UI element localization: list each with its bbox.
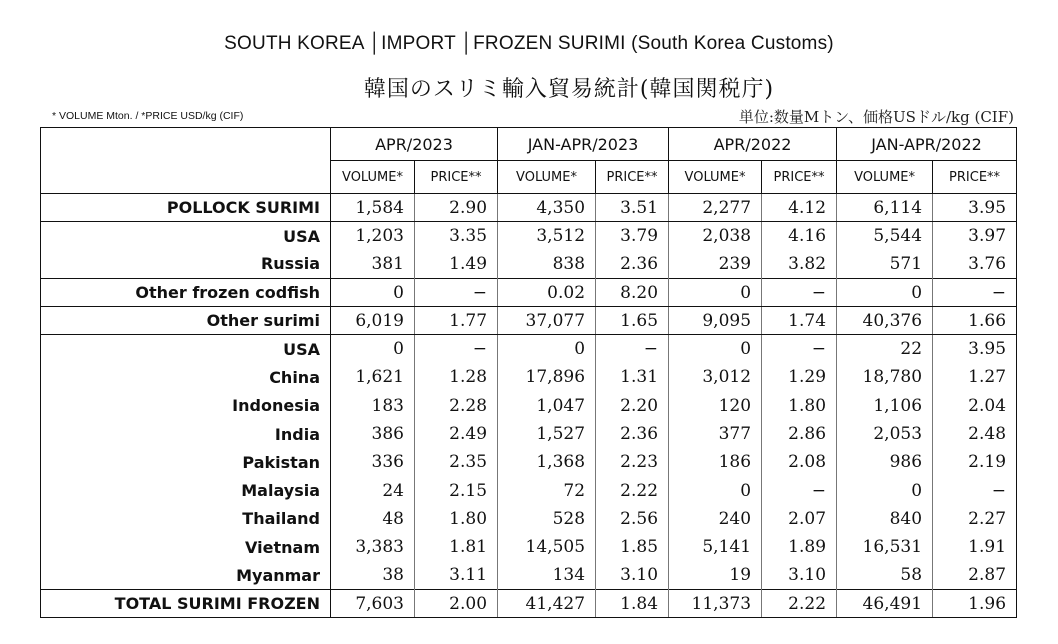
price-cell: 1.29	[762, 363, 837, 391]
volume-cell: 0	[669, 335, 762, 363]
volume-cell: 17,896	[498, 363, 596, 391]
volume-cell: 0	[331, 335, 415, 363]
volume-cell: 120	[669, 392, 762, 420]
page-title: SOUTH KOREA │IMPORT │FROZEN SURIMI (South Korea Customs)	[224, 33, 834, 54]
price-cell: 2.28	[415, 392, 498, 420]
price-cell: 1.49	[415, 250, 498, 278]
price-cell: 2.36	[596, 250, 669, 278]
price-cell: 1.89	[762, 533, 837, 561]
row-label: Pakistan	[41, 448, 331, 476]
table-row	[41, 250, 1017, 278]
price-cell: 1.65	[596, 307, 669, 335]
volume-cell: 22	[837, 335, 933, 363]
volume-cell: 0	[669, 278, 762, 306]
price-cell: 2.00	[415, 590, 498, 618]
row-label: Other frozen codfish	[41, 278, 331, 306]
volume-cell: 381	[331, 250, 415, 278]
volume-cell: 11,373	[669, 590, 762, 618]
price-cell: 2.22	[596, 476, 669, 504]
price-cell: 1.84	[596, 590, 669, 618]
table-row	[41, 448, 1017, 476]
volume-cell: 9,095	[669, 307, 762, 335]
table-row	[41, 420, 1017, 448]
volume-cell: 6,019	[331, 307, 415, 335]
table-row	[41, 222, 1017, 250]
unit-note-left: * VOLUME Mton. / *PRICE USD/kg (CIF)	[52, 110, 244, 122]
price-cell: 2.19	[933, 448, 1017, 476]
table-row	[41, 590, 1017, 618]
period-header: JAN-APR/2022	[837, 128, 1017, 161]
row-label: India	[41, 420, 331, 448]
volume-cell: 24	[331, 476, 415, 504]
volume-cell: 6,114	[837, 194, 933, 222]
volume-subheader: VOLUME*	[837, 161, 933, 194]
price-cell: 2.86	[762, 420, 837, 448]
period-header: APR/2022	[669, 128, 837, 161]
volume-cell: 48	[331, 505, 415, 533]
price-cell: 1.66	[933, 307, 1017, 335]
price-subheader: PRICE**	[933, 161, 1017, 194]
volume-cell: 4,350	[498, 194, 596, 222]
price-cell: 2.87	[933, 561, 1017, 589]
price-cell: 2.20	[596, 392, 669, 420]
volume-subheader: VOLUME*	[669, 161, 762, 194]
price-cell: −	[762, 278, 837, 306]
price-cell: 2.90	[415, 194, 498, 222]
price-cell: 3.11	[415, 561, 498, 589]
volume-cell: 0	[669, 476, 762, 504]
price-cell: 1.31	[596, 363, 669, 391]
volume-cell: 0.02	[498, 278, 596, 306]
volume-subheader: VOLUME*	[331, 161, 415, 194]
price-cell: −	[933, 278, 1017, 306]
volume-cell: 377	[669, 420, 762, 448]
volume-cell: 19	[669, 561, 762, 589]
price-cell: −	[762, 335, 837, 363]
price-cell: −	[762, 476, 837, 504]
price-cell: 2.35	[415, 448, 498, 476]
volume-cell: 3,383	[331, 533, 415, 561]
price-cell: −	[596, 335, 669, 363]
volume-subheader: VOLUME*	[498, 161, 596, 194]
price-subheader: PRICE**	[415, 161, 498, 194]
volume-cell: 2,277	[669, 194, 762, 222]
price-cell: 3.35	[415, 222, 498, 250]
table-row	[41, 476, 1017, 504]
volume-cell: 2,038	[669, 222, 762, 250]
volume-cell: 58	[837, 561, 933, 589]
price-cell: 2.07	[762, 505, 837, 533]
price-cell: 2.15	[415, 476, 498, 504]
volume-cell: 571	[837, 250, 933, 278]
price-cell: 1.96	[933, 590, 1017, 618]
row-label: Thailand	[41, 505, 331, 533]
price-cell: 2.56	[596, 505, 669, 533]
volume-cell: 3,012	[669, 363, 762, 391]
volume-cell: 528	[498, 505, 596, 533]
price-cell: 2.27	[933, 505, 1017, 533]
row-label: Vietnam	[41, 533, 331, 561]
price-cell: 1.80	[762, 392, 837, 420]
price-cell: 3.97	[933, 222, 1017, 250]
volume-cell: 386	[331, 420, 415, 448]
volume-cell: 2,053	[837, 420, 933, 448]
price-cell: 1.81	[415, 533, 498, 561]
price-cell: 2.48	[933, 420, 1017, 448]
volume-cell: 38	[331, 561, 415, 589]
row-label: Myanmar	[41, 561, 331, 589]
volume-cell: 1,621	[331, 363, 415, 391]
table-row	[41, 307, 1017, 335]
table-row	[41, 335, 1017, 363]
volume-cell: 37,077	[498, 307, 596, 335]
row-label: Malaysia	[41, 476, 331, 504]
japanese-title: 韓国のスリミ輸入貿易統計(韓国関税庁)	[363, 77, 775, 102]
row-label: USA	[41, 335, 331, 363]
price-cell: −	[933, 476, 1017, 504]
volume-cell: 3,512	[498, 222, 596, 250]
price-cell: 1.74	[762, 307, 837, 335]
row-label: USA	[41, 222, 331, 250]
price-cell: 3.76	[933, 250, 1017, 278]
table-row	[41, 278, 1017, 306]
volume-cell: 0	[837, 278, 933, 306]
price-cell: 1.27	[933, 363, 1017, 391]
price-cell: 2.04	[933, 392, 1017, 420]
table-row	[41, 505, 1017, 533]
volume-cell: 5,544	[837, 222, 933, 250]
period-header: APR/2023	[331, 128, 498, 161]
table-row	[41, 561, 1017, 589]
volume-cell: 1,584	[331, 194, 415, 222]
header-blank-cell	[41, 128, 331, 194]
unit-note-right: 単位:数量Mトン、価格USドル/kg (CIF)	[738, 108, 1014, 126]
volume-cell: 7,603	[331, 590, 415, 618]
price-cell: 1.77	[415, 307, 498, 335]
volume-cell: 134	[498, 561, 596, 589]
price-cell: 3.95	[933, 335, 1017, 363]
table-row	[41, 533, 1017, 561]
row-label: Indonesia	[41, 392, 331, 420]
row-label: Other surimi	[41, 307, 331, 335]
volume-cell: 41,427	[498, 590, 596, 618]
price-cell: 4.16	[762, 222, 837, 250]
volume-cell: 1,203	[331, 222, 415, 250]
price-cell: −	[415, 335, 498, 363]
volume-cell: 40,376	[837, 307, 933, 335]
price-cell: 3.10	[762, 561, 837, 589]
row-label: China	[41, 363, 331, 391]
price-subheader: PRICE**	[762, 161, 837, 194]
volume-cell: 1,527	[498, 420, 596, 448]
price-cell: 1.85	[596, 533, 669, 561]
volume-cell: 239	[669, 250, 762, 278]
volume-cell: 16,531	[837, 533, 933, 561]
price-cell: 3.82	[762, 250, 837, 278]
volume-cell: 183	[331, 392, 415, 420]
volume-cell: 0	[498, 335, 596, 363]
surimi-import-table	[40, 127, 1017, 618]
price-cell: 2.08	[762, 448, 837, 476]
price-cell: 1.28	[415, 363, 498, 391]
table-row	[41, 194, 1017, 222]
volume-cell: 838	[498, 250, 596, 278]
price-cell: 8.20	[596, 278, 669, 306]
price-cell: 2.22	[762, 590, 837, 618]
volume-cell: 840	[837, 505, 933, 533]
volume-cell: 1,106	[837, 392, 933, 420]
volume-cell: 5,141	[669, 533, 762, 561]
price-cell: 2.23	[596, 448, 669, 476]
table-row	[41, 363, 1017, 391]
price-cell: 1.80	[415, 505, 498, 533]
volume-cell: 46,491	[837, 590, 933, 618]
price-cell: 2.49	[415, 420, 498, 448]
price-cell: 3.79	[596, 222, 669, 250]
price-cell: 3.51	[596, 194, 669, 222]
volume-cell: 986	[837, 448, 933, 476]
volume-cell: 14,505	[498, 533, 596, 561]
price-cell: 3.95	[933, 194, 1017, 222]
volume-cell: 1,368	[498, 448, 596, 476]
price-subheader: PRICE**	[596, 161, 669, 194]
volume-cell: 186	[669, 448, 762, 476]
row-label: Russia	[41, 250, 331, 278]
row-label: TOTAL SURIMI FROZEN	[41, 590, 331, 618]
volume-cell: 1,047	[498, 392, 596, 420]
volume-cell: 18,780	[837, 363, 933, 391]
volume-cell: 0	[331, 278, 415, 306]
volume-cell: 240	[669, 505, 762, 533]
volume-cell: 72	[498, 476, 596, 504]
price-cell: 3.10	[596, 561, 669, 589]
price-cell: 1.91	[933, 533, 1017, 561]
price-cell: 2.36	[596, 420, 669, 448]
price-cell: −	[415, 278, 498, 306]
table-row	[41, 392, 1017, 420]
row-label: POLLOCK SURIMI	[41, 194, 331, 222]
period-header: JAN-APR/2023	[498, 128, 669, 161]
volume-cell: 336	[331, 448, 415, 476]
volume-cell: 0	[837, 476, 933, 504]
price-cell: 4.12	[762, 194, 837, 222]
table-body	[41, 194, 1017, 618]
